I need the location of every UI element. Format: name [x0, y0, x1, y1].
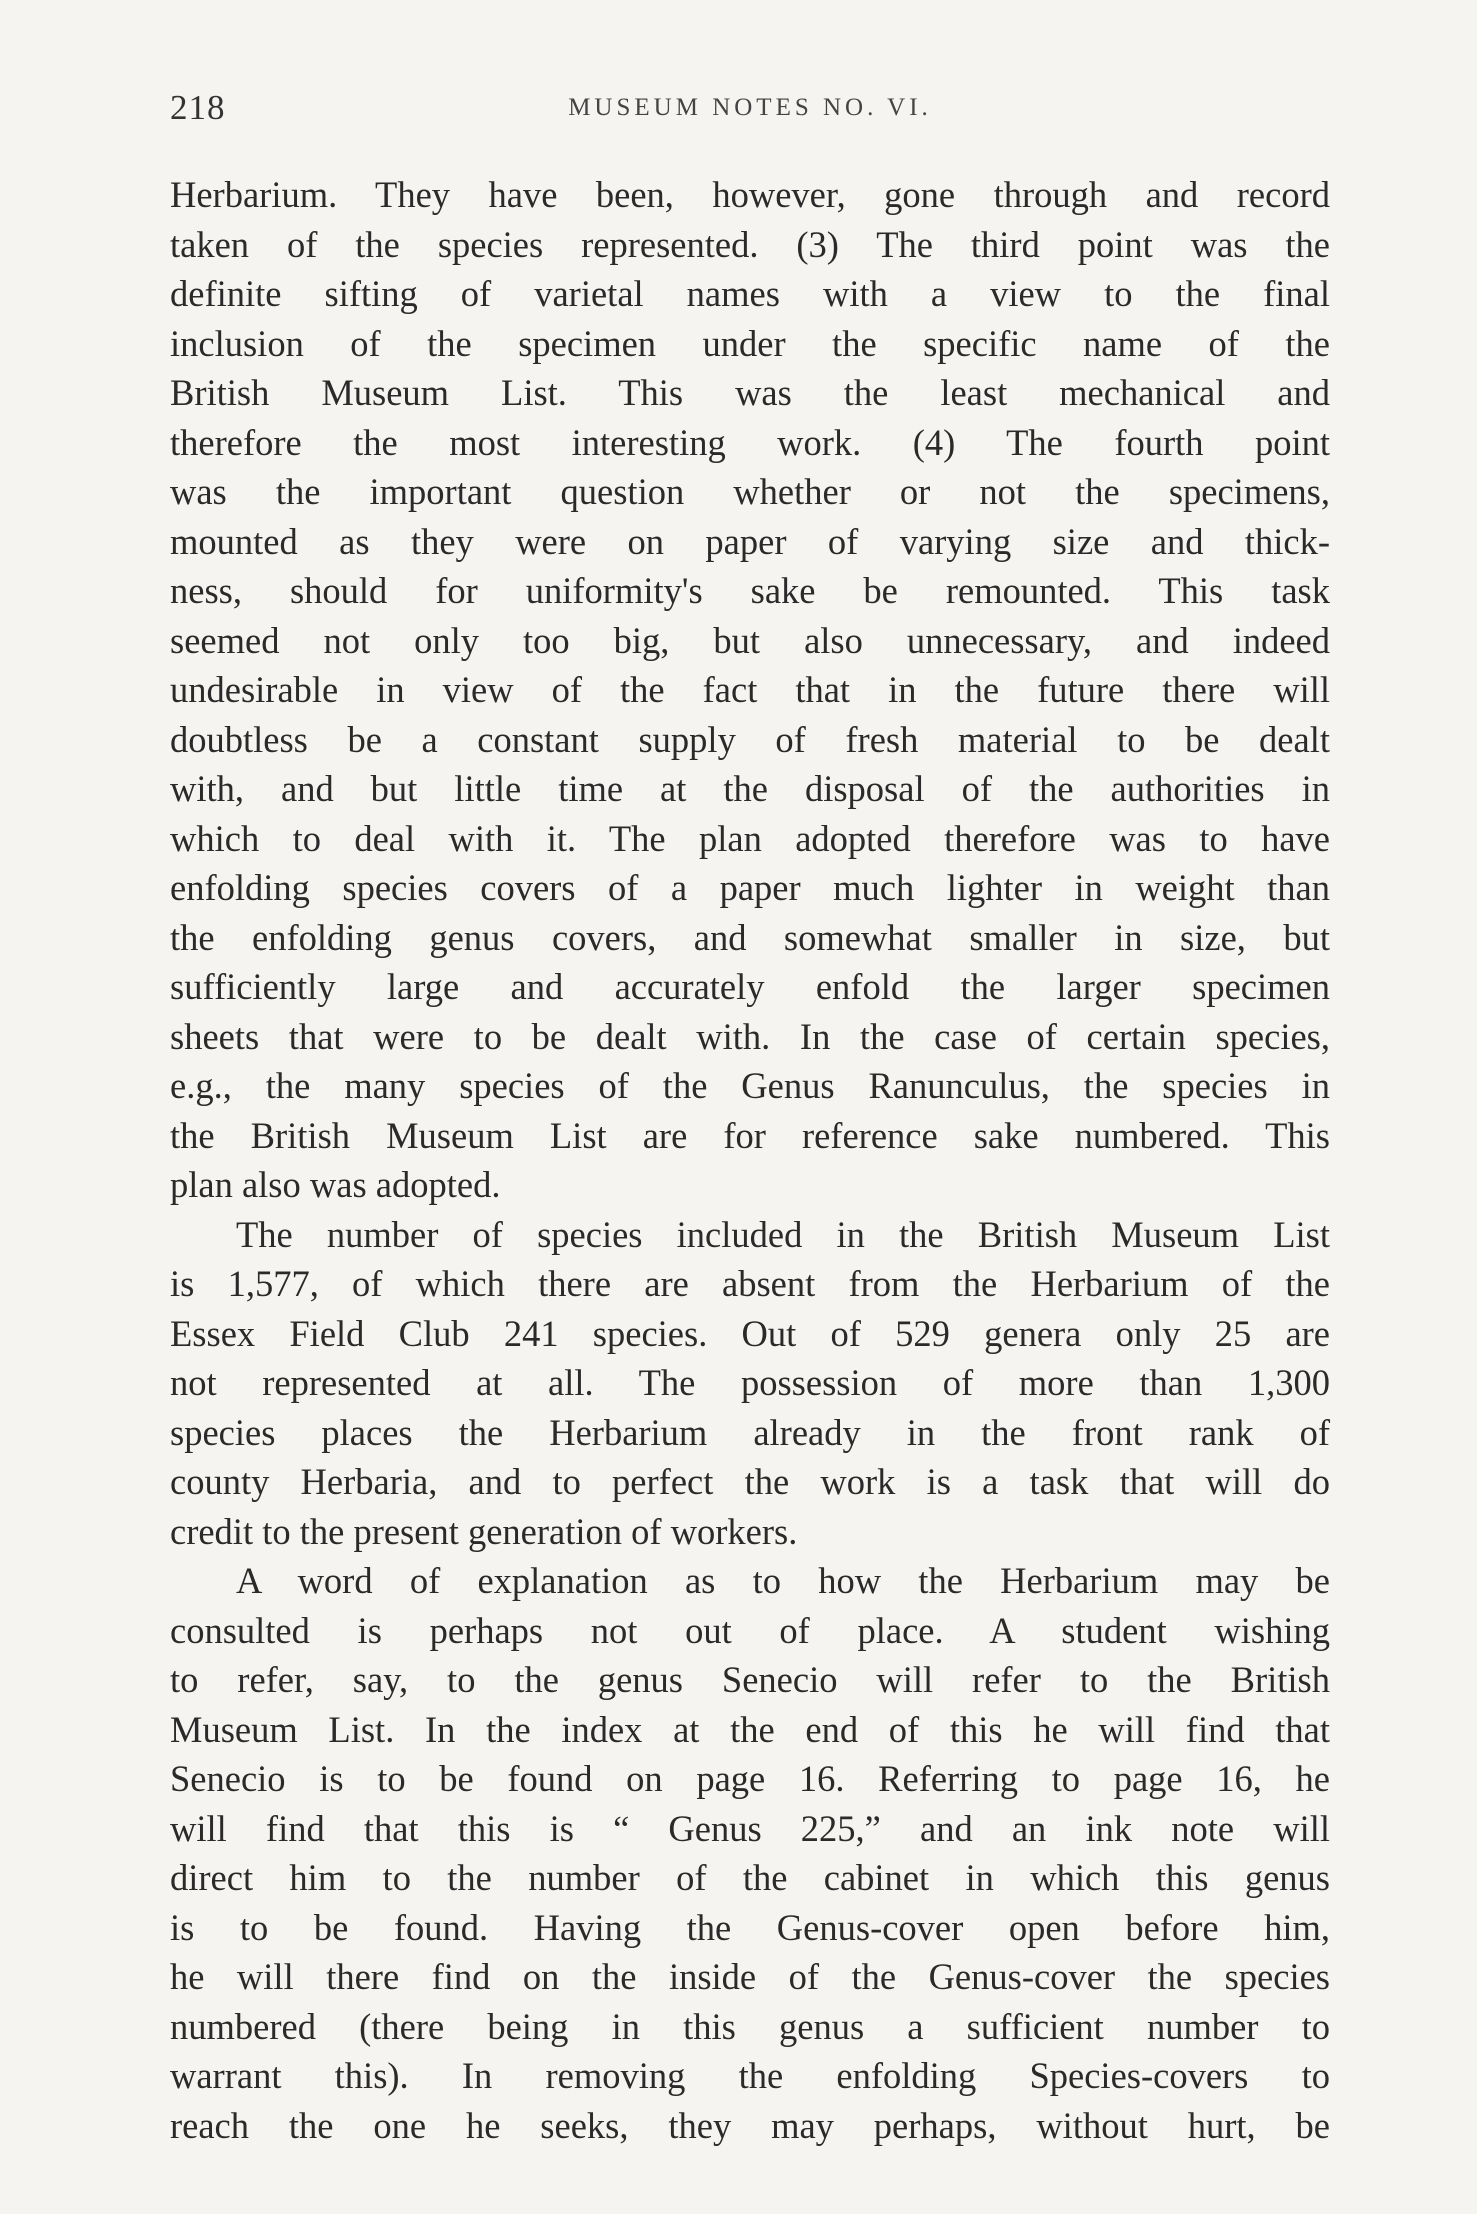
text-line: plan also was adopted. [170, 1164, 501, 1205]
text-line: mounted as they were on paper of varying size and thick- [170, 520, 1330, 562]
text-line: Herbarium. They have been, however, gone through and record [170, 174, 1330, 215]
running-head [170, 88, 1330, 128]
running-title: MUSEUM NOTES NO. VI. [568, 94, 932, 121]
body-text [170, 170, 1330, 2150]
text-line: direct him to the number of the cabinet in which this genus [170, 1857, 1330, 1898]
text-line: British Museum List. This was the least mechanical and [170, 372, 1330, 413]
text-line: therefore the most interesting work. (4) The fourth point [170, 421, 1330, 463]
text-line: Museum List. In the index at the end of this he will find that [170, 1708, 1330, 1750]
text-line: Essex Field Club 241 species. Out of 529 genera only 25 are [170, 1312, 1330, 1354]
text-line: consulted is perhaps not out of place. A student wishing [170, 1609, 1330, 1651]
text-line: inclusion of the specimen under the specific name of the [170, 322, 1330, 364]
text-line: not represented at all. The possession of more than 1,300 [170, 1362, 1330, 1403]
text-line: he will there find on the inside of the Genus-cover the species [170, 1956, 1330, 1997]
text-line: credit to the present generation of workers. [170, 1510, 798, 1552]
page-number: 218 [170, 88, 226, 127]
text-line: is to be found. Having the Genus-cover open before him, [170, 1906, 1330, 1948]
text-line: with, and but little time at the disposal of the authorities in [170, 768, 1330, 809]
text-line: undesirable in view of the fact that in the future there will [170, 669, 1330, 710]
text-line: county Herbaria, and to perfect the work is a task that will do [170, 1461, 1330, 1502]
text-line: definite sifting of varietal names with a view to the final [170, 273, 1330, 314]
text-line: A word of explanation as to how the Herbarium may be [236, 1560, 1330, 1601]
text-line: seemed not only too big, but also unnecessary, and indeed [170, 619, 1330, 661]
text-line: e.g., the many species of the Genus Ranunculus, the species in [170, 1065, 1330, 1106]
text-line: is 1,577, of which there are absent from the Herbarium of the [170, 1263, 1330, 1304]
text-line: which to deal with it. The plan adopted therefore was to have [170, 817, 1330, 859]
text-line: numbered (there being in this genus a sufficient number to [170, 2005, 1330, 2047]
text-line: enfolding species covers of a paper much lighter in weight than [170, 867, 1330, 908]
text-line: taken of the species represented. (3) The third point was the [170, 223, 1330, 265]
text-line: ness, should for uniformity's sake be remounted. This task [170, 570, 1330, 611]
text-line: Senecio is to be found on page 16. Referring to page 16, he [170, 1758, 1330, 1799]
text-line: the enfolding genus covers, and somewhat smaller in size, but [170, 916, 1330, 958]
text-line: species places the Herbarium already in the front rank of [170, 1411, 1330, 1453]
text-line: will find that this is “ Genus 225,” and an ink note will [170, 1807, 1330, 1849]
text-line: to refer, say, to the genus Senecio will refer to the British [170, 1659, 1330, 1700]
text-line: The number of species included in the British Museum List [236, 1213, 1330, 1255]
text-line: reach the one he seeks, they may perhaps, without hurt, be [170, 2104, 1330, 2146]
text-line: warrant this). In removing the enfolding Species-covers to [170, 2055, 1330, 2096]
text-line: sufficiently large and accurately enfold the larger specimen [170, 966, 1330, 1007]
text-line: doubtless be a constant supply of fresh material to be dealt [170, 718, 1330, 760]
text-line: was the important question whether or not the specimens, [170, 471, 1330, 512]
text-line: sheets that were to be dealt with. In the case of certain species, [170, 1015, 1330, 1057]
text-line: the British Museum List are for reference sake numbered. This [170, 1114, 1330, 1156]
